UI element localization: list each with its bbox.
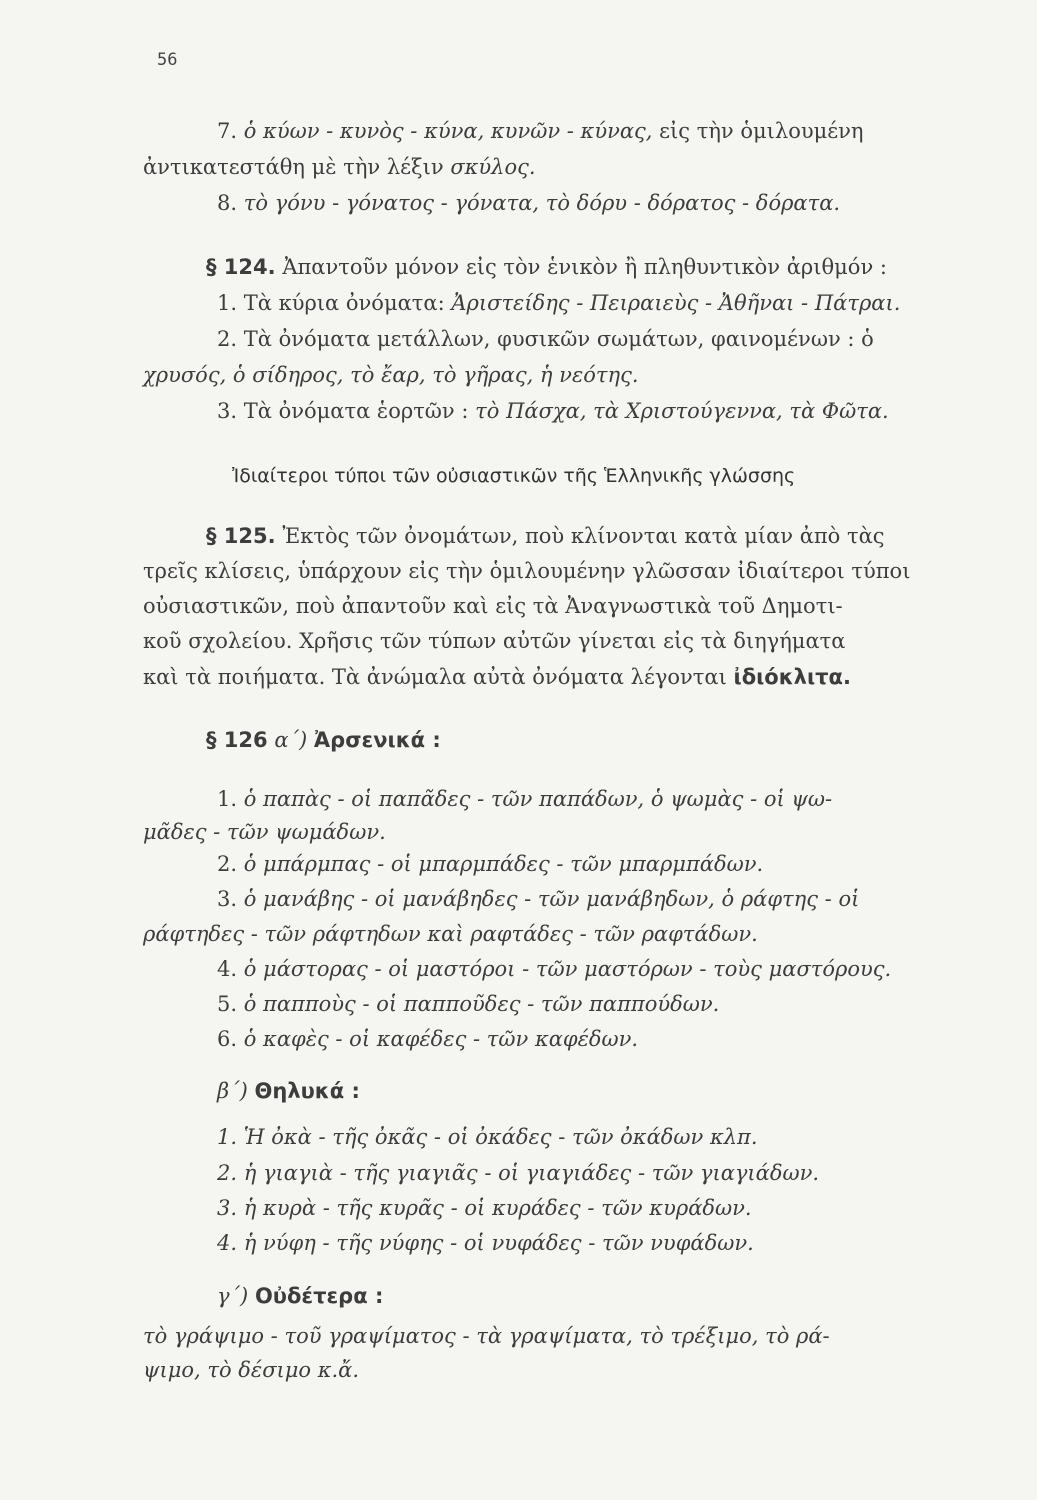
section-126 xyxy=(206,726,441,754)
text: εἰς τὴν ὁμιλουμένη xyxy=(659,119,864,143)
example-text: ὁ παπὰς - οἱ παπᾶδες - τῶν παπάδων, ὁ ψωμὰς - οἱ ψω- xyxy=(243,787,833,811)
list-item xyxy=(217,955,891,983)
example-text: τὸ γόνυ - γόνατος - γόνατα, τὸ δόρυ - δόρατος - δόρατα. xyxy=(243,191,841,215)
example-text: σκύλος. xyxy=(450,155,536,179)
list-item xyxy=(217,990,719,1018)
list-item: 2. ἡ γιαγιὰ - τῆς γιαγιᾶς - οἱ γιαγιάδες - τῶν γιαγιάδων. xyxy=(217,1161,820,1185)
example-text: Ἀριστείδης - Πειραιεὺς - Ἀθῆναι - Πάτραι. xyxy=(451,291,901,315)
list-item: 4. ἡ νύφη - τῆς νύφης - οἱ νυφάδες - τῶν νυφάδων. xyxy=(217,1231,754,1255)
list-item: 1. Ἡ ὀκὰ - τῆς ὀκᾶς - οἱ ὀκάδες - τῶν ὀκάδων κλπ. xyxy=(217,1125,758,1149)
subsection-letter: β΄) xyxy=(217,1079,248,1103)
text: Ἐκτὸς τῶν ὀνομάτων, ποὺ κλίνονται κατὰ μίαν ἀπὸ τὰς xyxy=(282,524,885,548)
text: καὶ τὰ ποιήματα. Τὰ ἀνώμαλα αὐτὰ ὀνόματα λέγονται xyxy=(143,665,727,689)
item-number: 7. xyxy=(217,119,238,143)
line-7-cont xyxy=(143,153,536,181)
section-124 xyxy=(206,253,887,281)
item-number: 5. xyxy=(217,992,238,1016)
section-number: § 126 xyxy=(206,728,268,752)
example-text: ὁ μανάβης - οἱ μανάβηδες - τῶν μανάβηδων, ὁ ράφτης - οἱ xyxy=(243,887,860,911)
para-line: τρεῖς κλίσεις, ὑπάρχουν εἰς τὴν ὁμιλουμένην γλῶσσαν ἰδιαίτεροι τύποι xyxy=(143,559,911,583)
line-7 xyxy=(217,117,863,145)
section-number: § 125. xyxy=(206,524,276,548)
item-number: 6. xyxy=(217,1027,238,1051)
example-text: ὁ μάστορας - οἱ μαστόροι - τῶν μαστόρων - τοὺς μαστόρους. xyxy=(243,957,892,981)
section-heading: Ἰδιαίτεροι τύποι τῶν οὐσιαστικῶν τῆς Ἑλληνικῆς γλώσσης xyxy=(232,465,796,487)
section-number: § 124. xyxy=(206,255,276,279)
section-125 xyxy=(206,522,885,550)
subsection-letter: α΄) xyxy=(274,728,308,752)
line-124-3 xyxy=(217,397,889,425)
list-item xyxy=(217,785,832,813)
item-number: 2. xyxy=(217,852,238,876)
text: ἀντικατεστάθη μὲ τὴν λέξιν xyxy=(143,155,444,179)
para-line: οὐσιαστικῶν, ποὺ ἀπαντοῦν καὶ εἰς τὰ Ἀναγνωστικὰ τοῦ Δημοτι- xyxy=(143,594,843,618)
line-124-1 xyxy=(217,289,900,317)
example-text: τὸ Πάσχα, τὰ Χριστούγεννα, τὰ Φῶτα. xyxy=(475,399,889,423)
page-number: 56 xyxy=(157,50,178,70)
example-text: ὁ καφὲς - οἱ καφέδες - τῶν καφέδων. xyxy=(243,1027,639,1051)
list-item-cont: μᾶδες - τῶν ψωμάδων. xyxy=(143,820,386,844)
item-number: 3. xyxy=(217,887,238,911)
line-124-2: 2. Τὰ ὀνόματα μετάλλων, φυσικῶν σωμάτων, φαινομένων : ὁ xyxy=(217,327,874,351)
list-item: 3. ἡ κυρὰ - τῆς κυρᾶς - οἱ κυράδες - τῶν κυράδων. xyxy=(217,1196,752,1220)
example-text: ὁ μπάρμπας - οἱ μπαρμπάδες - τῶν μπαρμπάδων. xyxy=(243,852,764,876)
subsection-title: Ἀρσενικά : xyxy=(313,728,441,752)
list-item xyxy=(217,850,763,878)
line-8 xyxy=(217,189,840,217)
bold-term: ἰδιόκλιτα. xyxy=(733,665,851,689)
line-124-2-cont: χρυσός, ὁ σίδηρος, τὸ ἔαρ, τὸ γῆρας, ἡ νεότης. xyxy=(143,363,639,387)
para-line xyxy=(143,663,851,691)
list-item xyxy=(217,1025,638,1053)
item-number: 1. xyxy=(217,787,238,811)
text: 1. Τὰ κύρια ὀνόματα: xyxy=(217,291,445,315)
list-item-cont: ψιμο, τὸ δέσιμο κ.ἄ. xyxy=(143,1358,360,1382)
subsection-title: Θηλυκά : xyxy=(254,1079,360,1103)
para-line: κοῦ σχολείου. Χρῆσις τῶν τύπων αὐτῶν γίνεται εἰς τὰ διηγήματα xyxy=(143,629,846,653)
item-number: 8. xyxy=(217,191,238,215)
subsection-letter: γ΄) xyxy=(217,1284,249,1308)
text: 3. Τὰ ὀνόματα ἑορτῶν : xyxy=(217,399,469,423)
text: Ἀπαντοῦν μόνον εἰς τὸν ἑνικὸν ἢ πληθυντικὸν ἀριθμόν : xyxy=(282,255,887,279)
subsection-c xyxy=(217,1282,383,1310)
subsection-b xyxy=(217,1077,360,1105)
item-number: 4. xyxy=(217,957,238,981)
example-text: ὁ παπποὺς - οἱ παπποῦδες - τῶν παππούδων. xyxy=(243,992,720,1016)
list-item: τὸ γράψιμο - τοῦ γραψίματος - τὰ γραψίματα, τὸ τρέξιμο, τὸ ρά- xyxy=(143,1324,830,1348)
list-item-cont: ράφτηδες - τῶν ράφτηδων καὶ ραφτάδες - τῶν ραφτάδων. xyxy=(143,922,758,946)
example-text: ὁ κύων - κυνὸς - κύνα, κυνῶν - κύνας, xyxy=(243,119,653,143)
list-item xyxy=(217,885,859,913)
subsection-title: Οὐδέτερα : xyxy=(254,1284,384,1308)
